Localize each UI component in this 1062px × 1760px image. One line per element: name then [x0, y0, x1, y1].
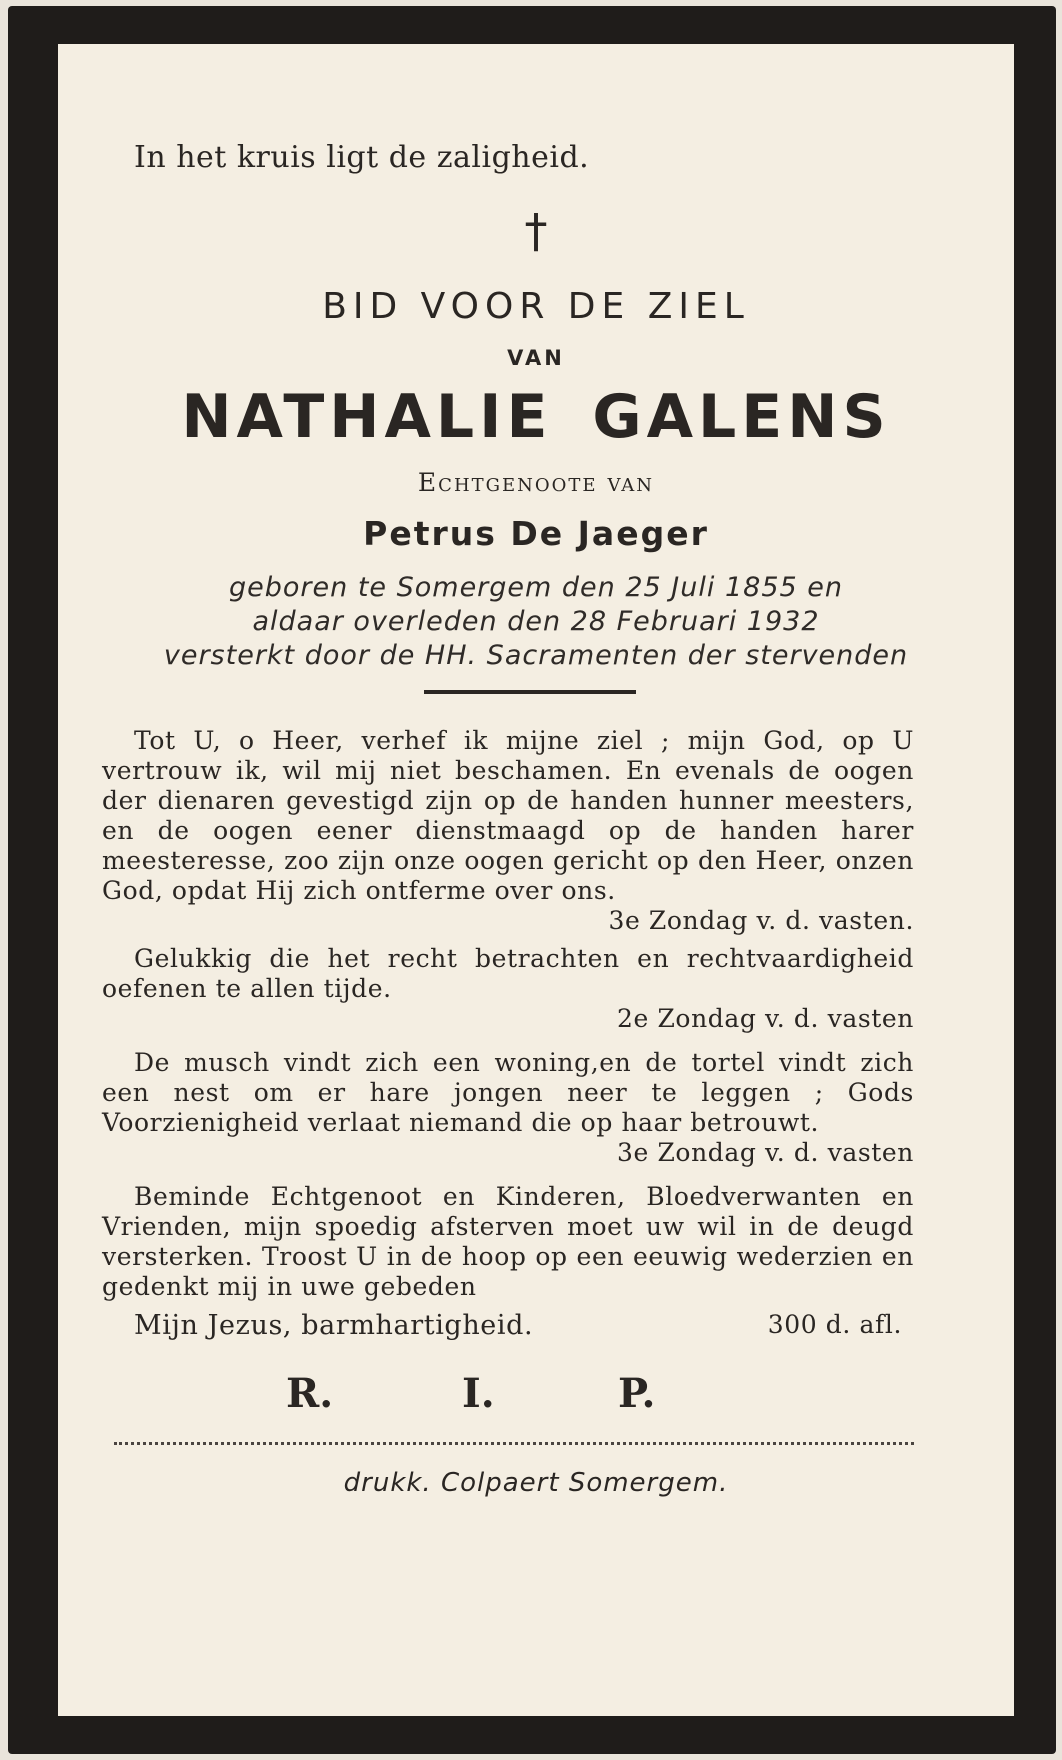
paragraph-text: Gelukkig die het recht betrachten en rechtvaardigheid oefenen te allen tijde. — [102, 944, 914, 1003]
memorial-card — [8, 6, 1056, 1754]
cross-icon: † — [524, 204, 548, 258]
paragraph-reference: 3e Zondag v. d. vasten — [617, 1138, 914, 1167]
divider-rule — [424, 690, 636, 694]
paragraph-text: Tot U, o Heer, verhef ik mijne ziel ; mijn God, op U vertrouw ik, wil mij niet beschamen. En evenals de oogen der dienaren gevestigd zijn op de handen hunner meesters, en de oogen eener dienstmaagd op de handen harer meesteresse, zoo zijn onze oogen gericht op den Heer, onzen God, opdat Hij zich ontferme over ons. — [102, 726, 914, 905]
paragraph-text: Beminde Echtgenoot en Kinderen, Bloedverwanten en Vrienden, mijn spoedig afsterven moet uw wil in de deugd versterken. Troost U in de hoop op een eeuwig wederzien en gedenkt mij in uwe gebeden — [102, 1182, 914, 1301]
paragraph-reference: 3e Zondag v. d. vasten. — [608, 906, 914, 935]
spouse-name: Petrus De Jaeger — [363, 514, 709, 553]
prayer-heading: BID VOOR DE ZIEL — [322, 286, 750, 327]
prayer-paragraph-2 — [102, 944, 914, 1034]
rip-letter-p: P. — [618, 1370, 656, 1417]
closing-prayer — [134, 1310, 914, 1341]
paragraph-text: De musch vindt zich een woning,en de tortel vindt zich een nest om er hare jongen neer te leggen ; Gods Voorzienigheid verlaat niemand die op haar betrouwt. — [102, 1048, 914, 1137]
birth-line: geboren te Somergem den 25 Juli 1855 en — [229, 572, 843, 603]
rip-letter-i: I. — [462, 1370, 495, 1417]
dotted-divider — [114, 1442, 914, 1445]
deceased-name: NATHALIE GALENS — [181, 382, 891, 452]
death-line: aldaar overleden den 28 Februari 1932 — [252, 606, 820, 637]
motto: In het kruis ligt de zaligheid. — [134, 140, 590, 175]
rip-letter-r: R. — [286, 1370, 334, 1417]
card-paper — [58, 44, 1014, 1716]
printer-credit: drukk. Colpaert Somergem. — [343, 1468, 729, 1498]
sacraments-line: versterkt door de HH. Sacramenten der stervenden — [163, 640, 909, 671]
of-label: VAN — [507, 346, 565, 370]
paragraph-reference: 2e Zondag v. d. vasten — [617, 1004, 914, 1033]
closing-text: Mijn Jezus, barmhartigheid. — [134, 1310, 534, 1341]
prayer-paragraph-3 — [102, 1048, 914, 1168]
indulgence-note: 300 d. afl. — [767, 1310, 902, 1339]
spouse-label: Echtgenoote van — [417, 468, 655, 497]
prayer-paragraph-1 — [102, 726, 914, 936]
farewell-paragraph — [102, 1182, 914, 1302]
